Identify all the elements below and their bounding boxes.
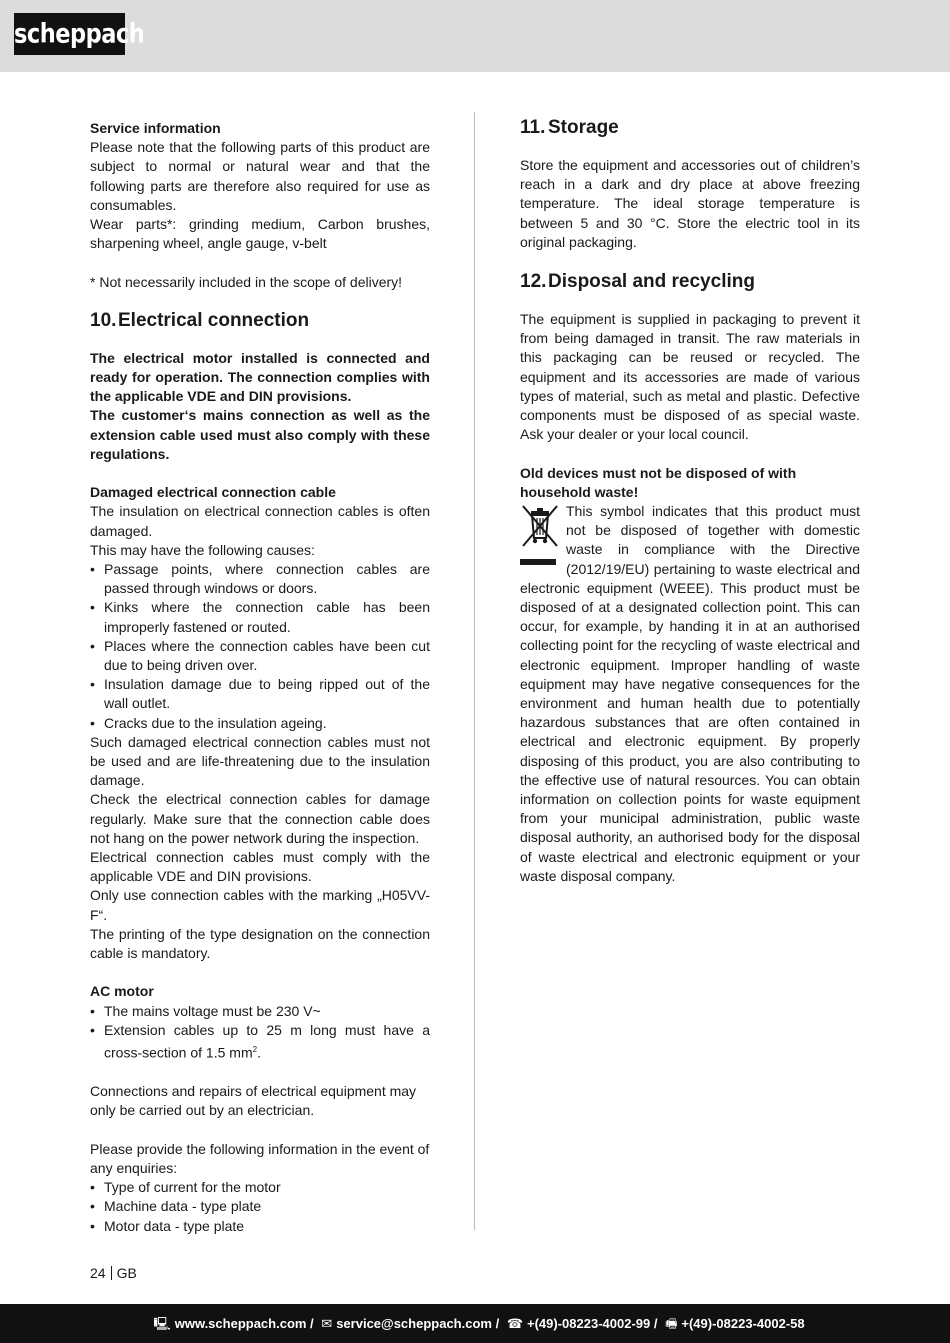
ac-motor-list bbox=[90, 1002, 430, 1063]
mains-connection-paragraph: The customer‘s mains connection as well as the extension cable used must also comply with these regulations. bbox=[90, 407, 430, 462]
list-item: • Kinks where the connection cable has been improperly fastened or routed. bbox=[90, 598, 430, 636]
squared-superscript: 2 bbox=[252, 1045, 258, 1055]
damaged-cable-title: Damaged electrical connection cable bbox=[90, 484, 336, 501]
section-10-title: Electrical connection bbox=[118, 309, 310, 331]
list-item: • The mains voltage must be 230 V~ bbox=[90, 1002, 430, 1021]
page-language: GB bbox=[116, 1265, 137, 1281]
contact-footer bbox=[0, 1304, 950, 1343]
service-info-title: Service information bbox=[90, 120, 221, 136]
telephone-icon: ☎ bbox=[506, 1316, 524, 1331]
list-item: • Insulation damage due to being ripped out of the wall outlet. bbox=[90, 675, 430, 713]
enquiry-list bbox=[90, 1178, 430, 1236]
header-band bbox=[0, 0, 950, 72]
crossed-out-wheelie-bin-icon bbox=[520, 504, 560, 568]
electrician-paragraph: Connections and repairs of electrical equipment may only be carried out by an electrician. bbox=[90, 1083, 417, 1119]
section-11-title: Storage bbox=[548, 117, 619, 138]
old-devices-title: Old devices must not be disposed of with household waste! bbox=[520, 464, 797, 500]
list-item: • Motor data - type plate bbox=[90, 1217, 430, 1236]
check-cables-paragraph: Check the electrical connection cables for damage regularly. Make sure that the connection cable does not hang on the power network during the inspection. bbox=[90, 791, 430, 846]
enquiry-paragraph: Please provide the following information in the event of any enquiries: bbox=[90, 1140, 430, 1176]
left-column bbox=[90, 119, 430, 1236]
weee-paragraph: This symbol indicates that this product must not be disposed of together with domestic waste in compliance with the Directive (2012/19/EU) pertaining to waste electrical and electronic equipment (WEEE). This product must be disposed of at a designated collection point. This can occur, for example, by handing it in at an authorised collecting point for the recycling of waste electrical and electronic equipment. Improper handling of waste equipment may have negative consequences for the environment and human health due to potentially hazardous substances that are often contained in electrical and electronic equipment. By properly disposing of this product, you are also contributing to the effective use of natural resources. You can obtain information on collection points for waste equipment from your municipal administration, public waste disposal authority, an authorised body for the disposal of waste electrical and electronic equipment or your waste disposal company. bbox=[520, 503, 860, 884]
page-number-value: 24 bbox=[90, 1265, 106, 1281]
causes-list bbox=[90, 560, 430, 733]
column-divider bbox=[474, 112, 475, 1230]
cross-section-text: Extension cables up to 25 m long must have a cross-section of 1.5 mm bbox=[104, 1021, 430, 1061]
ac-motor-title: AC motor bbox=[90, 983, 154, 1000]
wear-parts-paragraph: Wear parts*: grinding medium, Carbon brushes, sharpening wheel, angle gauge, v-belt bbox=[90, 216, 430, 252]
section-11-heading bbox=[520, 116, 860, 140]
computer-icon: 🖳 bbox=[153, 1316, 171, 1331]
motor-connected-paragraph: The electrical motor installed is connected and ready for operation. The connection complies with the applicable VDE and DIN provisions. bbox=[90, 349, 430, 405]
storage-paragraph: Store the equipment and accessories out of children’s reach in a dark and dry place at above freezing temperature. The ideal storage temperature is between 5 and 30 °C. Store the electric tool in its original packaging. bbox=[520, 157, 860, 250]
type-designation-paragraph: The printing of the type designation on the connection cable is mandatory. bbox=[90, 925, 430, 962]
cross-section-period: . bbox=[257, 1044, 261, 1061]
page-number bbox=[90, 1264, 137, 1283]
list-item: • Places where the connection cables have been cut due to being driven over. bbox=[90, 637, 430, 675]
packaging-paragraph: The equipment is supplied in packaging to prevent it from being damaged in transit. The raw materials in this packaging can be reused or recycled. The equipment and its accessories are made of various types of material, such as metal and plastic. Defective components must be disposed of as special waste. Ask your dealer or your local council. bbox=[520, 311, 860, 443]
vde-din-paragraph: Electrical connection cables must comply with the applicable VDE and DIN provisions. bbox=[90, 849, 430, 885]
delivery-note: * Not necessarily included in the scope of delivery! bbox=[90, 273, 403, 290]
envelope-icon: ✉ bbox=[321, 1316, 333, 1331]
weee-block bbox=[520, 502, 860, 886]
list-item: • Cracks due to the insulation ageing. bbox=[90, 714, 430, 733]
causes-intro: This may have the following causes: bbox=[90, 541, 315, 558]
section-12-number: 12. bbox=[520, 271, 547, 293]
damaged-cable-paragraph: The insulation on electrical connection cables is often damaged. bbox=[90, 503, 430, 539]
section-12-heading bbox=[520, 270, 860, 294]
footer-website-link[interactable]: www.scheppach.com / bbox=[174, 1316, 314, 1331]
footer-phone: +(49)-08223-4002-99 / bbox=[527, 1316, 658, 1331]
marking-paragraph: Only use connection cables with the marking „H05VV-F“. bbox=[90, 887, 430, 923]
footer-email-link[interactable]: service@scheppach.com / bbox=[336, 1316, 500, 1331]
section-12-title: Disposal and recycling bbox=[548, 271, 755, 293]
right-column bbox=[520, 116, 860, 886]
list-item: • Machine data - type plate bbox=[90, 1197, 430, 1216]
section-10-heading bbox=[90, 309, 430, 333]
service-info-paragraph: Please note that the following parts of this product are subject to normal or natural wear and that the following parts are therefore also required for use as consumables. bbox=[90, 139, 430, 213]
footer-fax: +(49)-08223-4002-58 bbox=[681, 1316, 805, 1331]
scheppach-logo: scheppach bbox=[14, 13, 125, 55]
fax-icon: 🖷 bbox=[665, 1316, 678, 1331]
damaged-cable-warning: Such damaged electrical connection cables must not be used and are life-threatening due to the insulation damage. bbox=[90, 733, 430, 789]
list-item bbox=[90, 1021, 430, 1063]
list-item: • Type of current for the motor bbox=[90, 1178, 430, 1197]
section-10-number: 10. bbox=[90, 309, 117, 331]
section-11-number: 11. bbox=[520, 117, 546, 138]
list-item: • Passage points, where connection cables are passed through windows or doors. bbox=[90, 560, 430, 598]
